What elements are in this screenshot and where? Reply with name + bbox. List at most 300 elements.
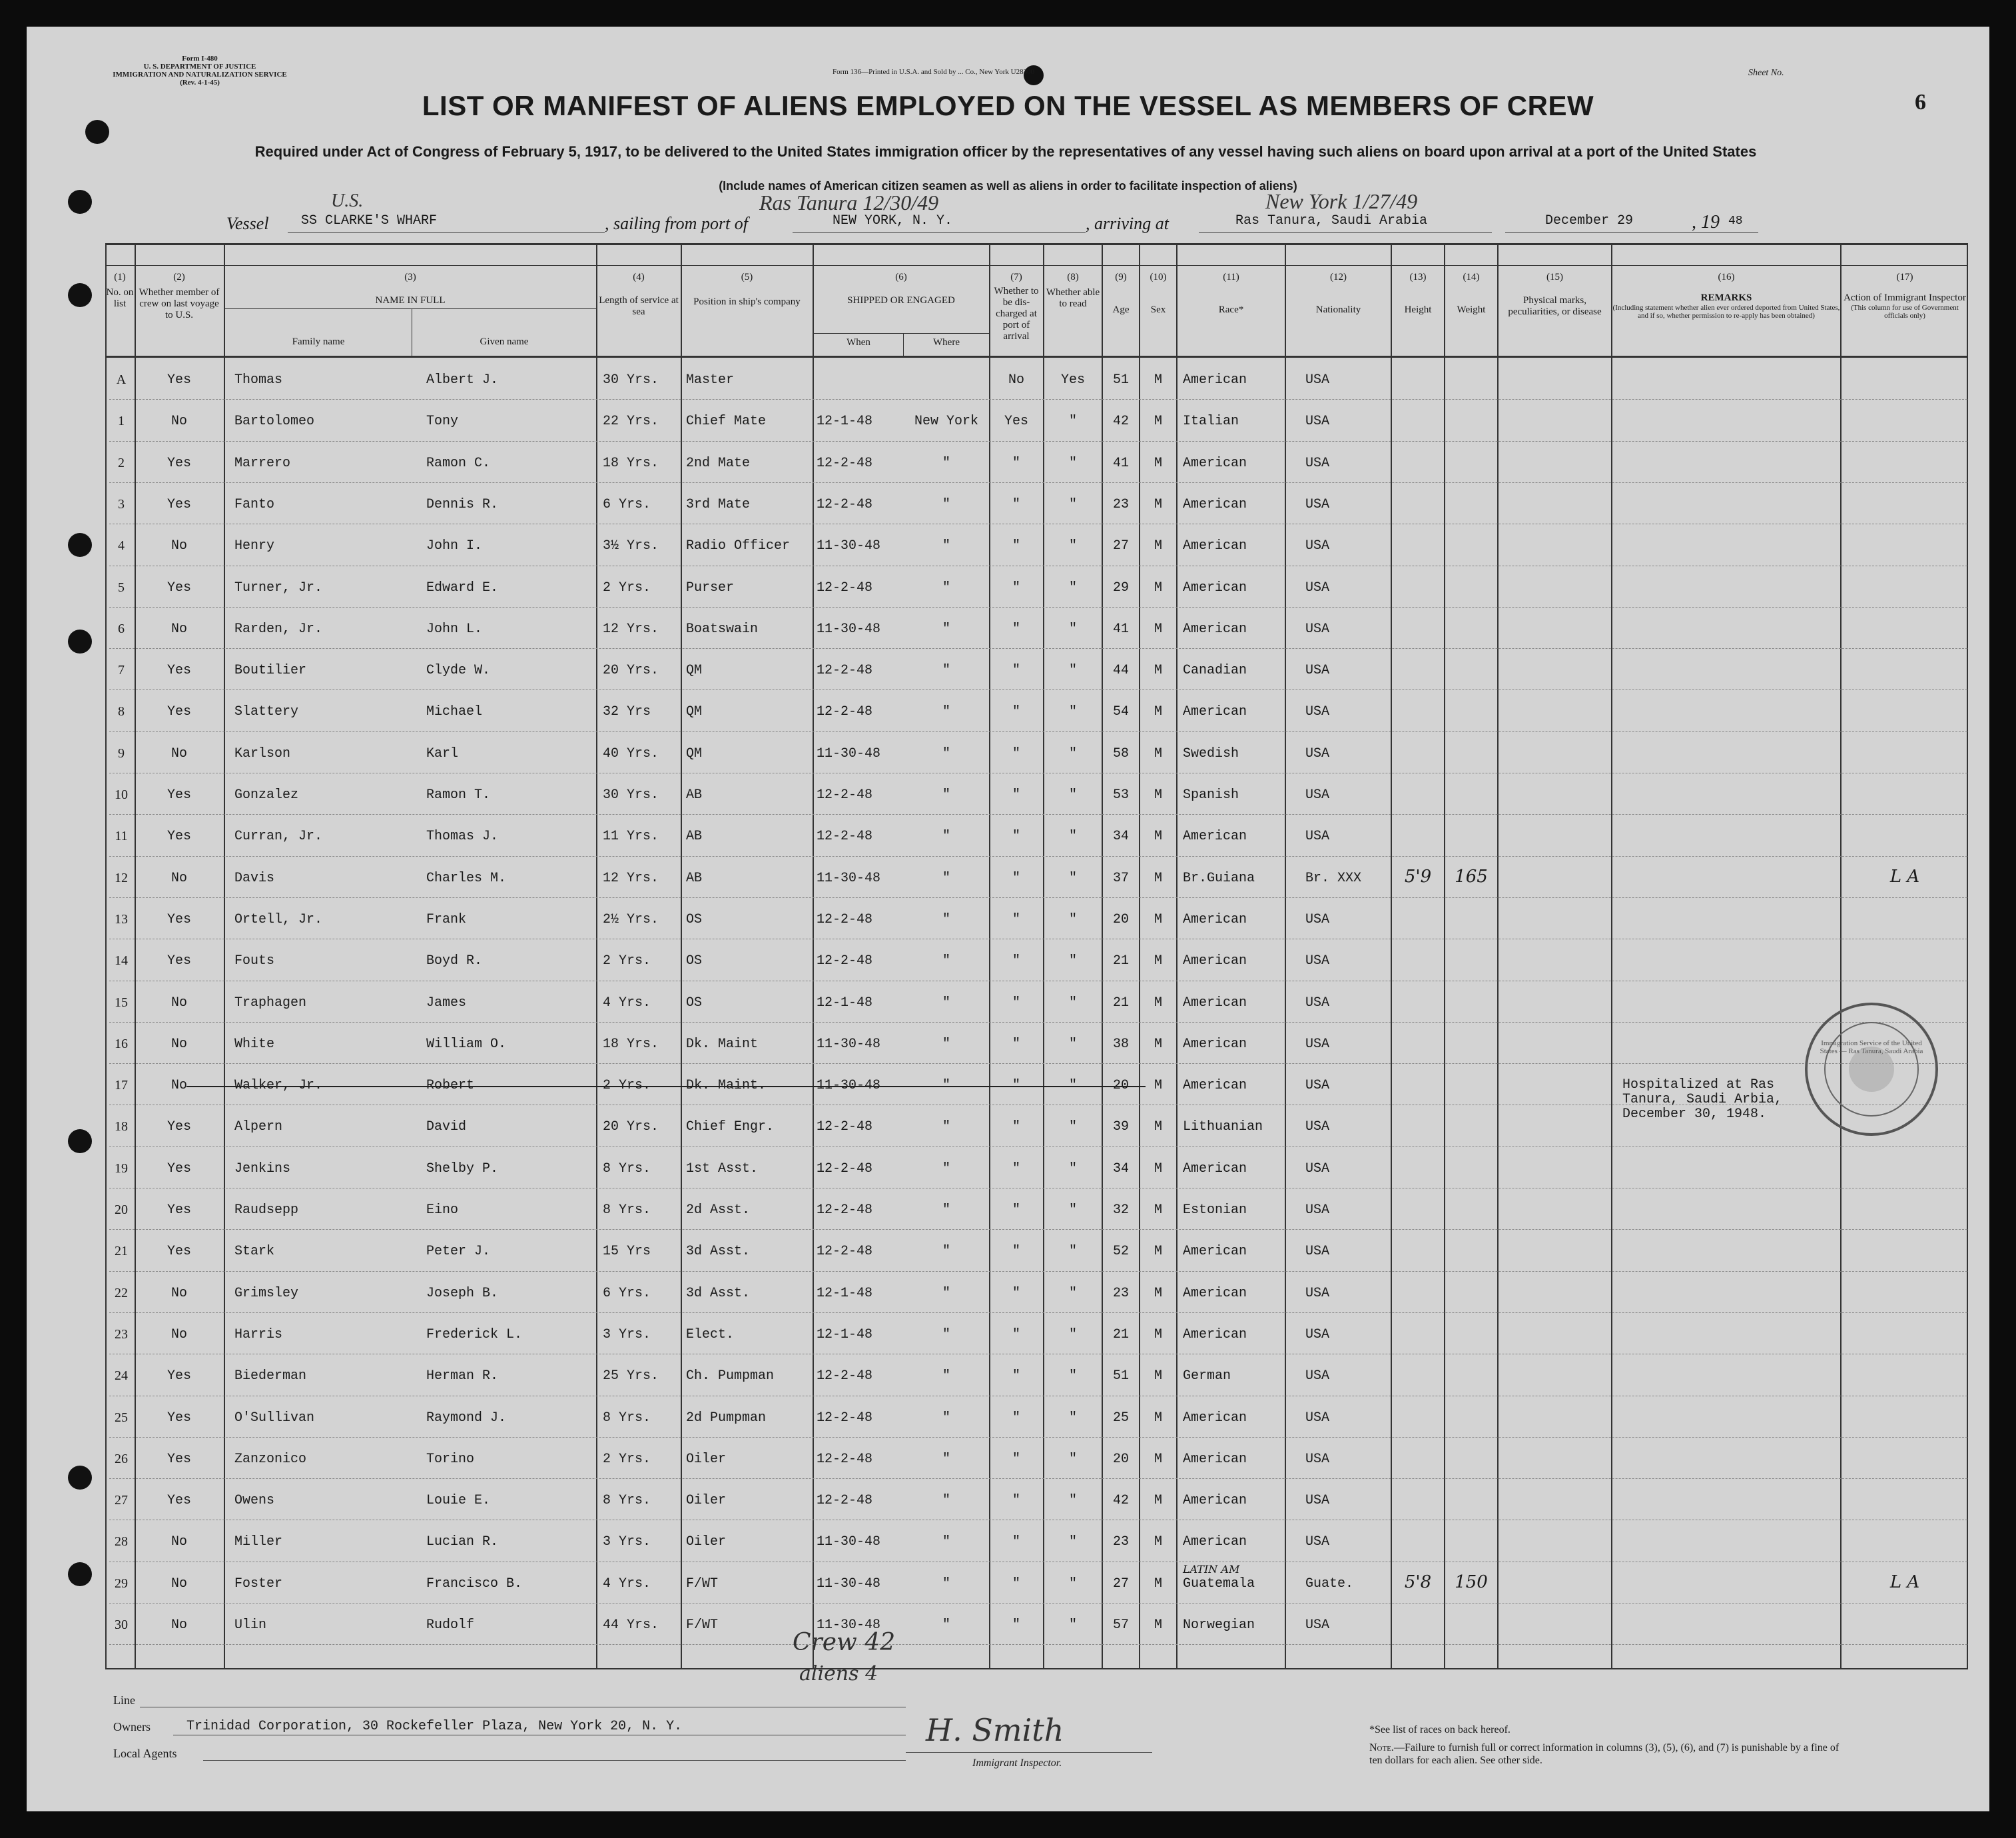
inspector-label: Immigrant Inspector. [972,1757,1062,1769]
cell-sex: M [1154,1326,1162,1342]
cell-able-to-read: " [1068,1493,1077,1509]
cell-sex: M [1154,1368,1162,1384]
cell-family-name: Rarden, Jr. [234,621,323,637]
cell-nationality: USA [1305,1285,1330,1301]
cell-discharged: " [1012,1451,1020,1467]
cell-prev-voyage: No [170,1617,187,1633]
cell-shipped-when: 12-1-48 [817,414,873,430]
cell-prev-voyage: Yes [167,911,191,927]
cell-nationality: USA [1305,1036,1330,1052]
cell-able-to-read: " [1068,911,1077,927]
cell-discharged: " [1012,1244,1020,1260]
cell-service-length: 25 Yrs. [603,1368,659,1384]
form-service: IMMIGRATION AND NATURALIZATION SERVICE [113,71,287,79]
cell-race: Swedish [1183,745,1239,761]
cell-service-length: 15 Yrs [603,1244,651,1260]
cell-discharged: " [1012,911,1020,927]
cell-position: QM [686,704,703,720]
col-header-physical: (15) Physical marks, peculiarities, or disease [1508,272,1602,317]
cell-sex: M [1154,829,1162,845]
cell-shipped-where: " [942,1119,950,1135]
cell-given-name: Raymond J. [426,1410,507,1426]
col-header-remarks: (16) REMARKS (Including statement whether alien ever ordered deported from United States, and if so, whether permission to re-apply has been obtained) [1612,272,1840,320]
cell-discharged: " [1012,745,1020,761]
cell-height: 5'9 [1404,866,1432,887]
cell-family-name: Zanzonico [234,1451,307,1467]
cell-discharged: " [1012,1410,1020,1426]
cell-prev-voyage: Yes [167,1451,191,1467]
cell-sex: M [1154,663,1162,679]
cell-age: 23 [1112,1534,1129,1550]
cell-prev-voyage: Yes [167,663,191,679]
cell-age: 44 [1112,663,1129,679]
cell-nationality: USA [1305,995,1330,1011]
cell-weight: 150 [1455,1572,1488,1592]
cell-able-to-read: " [1068,787,1077,803]
cell-race: German [1183,1368,1231,1384]
row-divider [109,1478,1967,1479]
cell-race: American [1183,1410,1247,1426]
cell-able-to-read: " [1068,1036,1077,1052]
cell-shipped-where: " [942,455,950,471]
cell-age: 21 [1112,995,1129,1011]
cell-nationality: USA [1305,1202,1330,1218]
col-divider [1840,243,1842,1669]
cell-row-number: A [116,372,127,387]
col-divider [1391,243,1392,1669]
cell-nationality: USA [1305,455,1330,471]
cell-sex: M [1154,995,1162,1011]
cell-age: 51 [1112,372,1129,388]
arrival-year: 48 [1728,215,1743,228]
cell-service-length: 12 Yrs. [603,621,659,637]
cell-age: 52 [1112,1244,1129,1260]
cell-shipped-where: " [942,580,950,596]
cell-discharged: " [1012,621,1020,637]
cell-service-length: 8 Yrs. [603,1493,651,1509]
row-divider [109,482,1967,483]
cell-sex: M [1154,1036,1162,1052]
instruction-text: (Include names of American citizen seamen as well as aliens in order to facilitate inspection of aliens) [719,179,1297,193]
cell-prev-voyage: No [170,870,187,886]
cell-discharged: " [1012,704,1020,720]
cell-shipped-when: 12-1-48 [817,1326,873,1342]
row-divider [109,1063,1967,1064]
cell-position: 2d Asst. [686,1202,751,1218]
col-header-shipped: (6) SHIPPED OR ENGAGED [847,272,955,306]
arriving-label: , arriving at [1086,214,1169,233]
cell-sex: M [1154,1078,1162,1094]
row-divider [109,1437,1967,1438]
cell-shipped-when: 12-2-48 [817,1410,873,1426]
cell-position: Ch. Pumpman [686,1368,775,1384]
cell-given-name: Clyde W. [426,663,491,679]
col-header-name: (3) NAME IN FULL [375,272,446,306]
cell-shipped-where: " [942,1078,950,1094]
cell-position: Chief Engr. [686,1119,775,1135]
cell-row-number: 18 [115,1119,128,1135]
cell-row-number: 2 [118,455,125,470]
cell-position: Elect. [686,1326,735,1342]
inspector-signature-line [906,1752,1152,1753]
cell-able-to-read: " [1068,1160,1077,1176]
cell-discharged: " [1012,580,1020,596]
cell-race: American [1183,995,1247,1011]
cell-race: American [1183,1451,1247,1467]
cell-sex: M [1154,704,1162,720]
cell-remarks: Hospitalized at Ras Tanura, Saudi Arbia, December 30, 1948. [1622,1077,1783,1123]
cell-sex: M [1154,1160,1162,1176]
cell-prev-voyage: No [170,1036,187,1052]
row-divider [109,1312,1967,1313]
cell-shipped-where: New York [914,414,978,430]
form-department: U. S. DEPARTMENT OF JUSTICE [143,63,256,71]
punch-hole-3 [68,283,92,307]
cell-shipped-when: 12-2-48 [817,663,873,679]
cell-discharged: " [1012,829,1020,845]
row-divider [109,399,1967,400]
col-header-weight: (14) Weight [1457,272,1486,315]
cell-shipped-where: " [942,663,950,679]
vessel-hand-note: U.S. [331,191,364,211]
cell-shipped-where: " [942,911,950,927]
cell-able-to-read: " [1068,580,1077,596]
cell-shipped-where: " [942,1036,950,1052]
cell-shipped-where: " [942,745,950,761]
cell-age: 23 [1112,496,1129,512]
cell-service-length: 30 Yrs. [603,372,659,388]
cell-prev-voyage: No [170,1576,187,1592]
cell-able-to-read: " [1068,538,1077,554]
cell-given-name: Herman R. [426,1368,499,1384]
cell-given-name: Louie E. [426,1493,491,1509]
header-top-rule [105,265,1968,266]
cell-nationality: USA [1305,1493,1330,1509]
cell-service-length: 3 Yrs. [603,1534,651,1550]
cell-service-length: 2 Yrs. [603,1451,651,1467]
cell-shipped-when: 11-30-48 [817,1078,881,1094]
cell-age: 42 [1112,414,1129,430]
col-header-position: (5) Position in ship's company [693,272,801,307]
footer-owners-label: Owners [113,1720,151,1733]
cell-shipped-where: " [942,995,950,1011]
cell-discharged: " [1012,1160,1020,1176]
cell-able-to-read: " [1068,1534,1077,1550]
cell-position: Dk. Maint [686,1036,759,1052]
cell-service-length: 2 Yrs. [603,580,651,596]
cell-service-length: 44 Yrs. [603,1617,659,1633]
cell-race: Lithuanian [1183,1119,1263,1135]
printer-line: Form 136—Printed in U.S.A. and Sold by ... Co., New York U28300 [833,68,1035,76]
cell-given-name: Tony [426,414,459,430]
cell-position: Dk. Maint. [686,1078,767,1094]
cell-race: American [1183,621,1247,637]
cell-age: 21 [1112,1326,1129,1342]
cell-race-note: LATIN AM [1183,1562,1240,1576]
cell-nationality: USA [1305,911,1330,927]
row-divider [109,1022,1967,1023]
year-prefix: , 19 [1692,212,1720,232]
cell-age: 41 [1112,455,1129,471]
col-header-read: (8) Whether able to read [1046,272,1100,309]
cell-row-number: 19 [115,1160,128,1176]
cell-weight: 165 [1455,866,1488,887]
cell-family-name: Karlson [234,745,291,761]
name-subrule [224,308,596,309]
cell-prev-voyage: Yes [167,1244,191,1260]
cell-able-to-read: " [1068,1244,1077,1260]
cell-service-length: 6 Yrs. [603,1285,651,1301]
cell-able-to-read: " [1068,1202,1077,1218]
cell-shipped-when: 11-30-48 [817,621,881,637]
cell-service-length: 11 Yrs. [603,829,659,845]
cell-family-name: Thomas [234,372,283,388]
cell-prev-voyage: Yes [167,372,191,388]
cell-position: 3d Asst. [686,1244,751,1260]
cell-shipped-when: 11-30-48 [817,538,881,554]
cell-shipped-where: " [942,829,950,845]
cell-age: 27 [1112,1576,1129,1592]
cell-able-to-read: " [1068,870,1077,886]
cell-service-length: 3½ Yrs. [603,538,659,554]
cell-family-name: Ulin [234,1617,267,1633]
punch-hole-5 [68,630,92,654]
page-title: LIST OR MANIFEST OF ALIENS EMPLOYED ON THE VESSEL AS MEMBERS OF CREW [422,90,1594,121]
cell-sex: M [1154,621,1162,637]
cell-shipped-when: 11-30-48 [817,1534,881,1550]
cell-given-name: Edward E. [426,580,499,596]
punch-hole-2 [68,190,92,214]
cell-service-length: 22 Yrs. [603,414,659,430]
cell-sex: M [1154,870,1162,886]
cell-discharged: " [1012,663,1020,679]
alien-tally: aliens 4 [799,1662,878,1685]
fine-note-text: —Failure to furnish full or correct information in columns (3), (5), (6), and (7) is punishable by a fine of ten dollars for each alien. See other side. [1369,1742,1840,1766]
cell-service-length: 8 Yrs. [603,1160,651,1176]
cell-prev-voyage: No [170,414,187,430]
cell-given-name: Lucian R. [426,1534,499,1550]
manifest-sheet [27,27,1989,1811]
cell-position: F/WT [686,1576,719,1592]
cell-sex: M [1154,414,1162,430]
cell-nationality: USA [1305,496,1330,512]
cell-service-length: 30 Yrs. [603,787,659,803]
cell-discharged: " [1012,1036,1020,1052]
cell-sex: M [1154,1119,1162,1135]
col-header-service: (4) Length of service at sea [599,272,679,317]
cell-age: 41 [1112,621,1129,637]
cell-given-name: Frederick L. [426,1326,523,1342]
cell-position: Boatswain [686,621,759,637]
cell-family-name: Biederman [234,1368,307,1384]
cell-discharged: " [1012,1202,1020,1218]
cell-shipped-where: " [942,1493,950,1509]
col-header-race: (11) Race* [1218,272,1244,315]
cell-position: AB [686,787,703,803]
cell-nationality: USA [1305,1119,1330,1135]
cell-prev-voyage: No [170,995,187,1011]
cell-nationality: USA [1305,1410,1330,1426]
cell-given-name: Torino [426,1451,475,1467]
fine-note-label: Note. [1369,1742,1394,1753]
cell-row-number: 4 [118,538,125,554]
cell-shipped-when: 12-2-48 [817,787,873,803]
cell-shipped-where: " [942,704,950,720]
cell-prev-voyage: Yes [167,1202,191,1218]
cell-able-to-read: " [1068,1368,1077,1384]
cell-row-number: 5 [118,580,125,595]
cell-row-number: 22 [115,1285,128,1300]
cell-prev-voyage: Yes [167,953,191,969]
cell-shipped-when: 12-2-48 [817,1202,873,1218]
cell-service-length: 40 Yrs. [603,745,659,761]
cell-shipped-when: 11-30-48 [817,1036,881,1052]
cell-position: Chief Mate [686,414,767,430]
cell-shipped-where: " [942,1160,950,1176]
cell-row-number: 30 [115,1617,128,1632]
sheet-label: Sheet No. [1748,68,1784,78]
form-id-block [93,55,306,87]
footer-agents-label: Local Agents [113,1747,177,1760]
sailing-label: , sailing from port of [605,214,749,233]
cell-race: American [1183,1493,1247,1509]
cell-shipped-where: " [942,1451,950,1467]
cell-shipped-when: 11-30-48 [817,1617,881,1633]
col-header-prev-voyage: (2) Whether member of crew on last voyage to U.S. [139,272,220,320]
cell-age: 53 [1112,787,1129,803]
cell-prev-voyage: No [170,745,187,761]
cell-given-name: Ramon T. [426,787,491,803]
cell-position: 3d Asst. [686,1285,751,1301]
cell-shipped-where: " [942,1576,950,1592]
cell-given-name: Robert [426,1078,475,1094]
cell-race: American [1183,455,1247,471]
cell-able-to-read: " [1068,1410,1077,1426]
col-divider [224,243,225,1669]
cell-prev-voyage: Yes [167,1119,191,1135]
cell-shipped-where: " [942,1368,950,1384]
punch-hole-8 [68,1562,92,1586]
cell-able-to-read: " [1068,1285,1077,1301]
cell-shipped-where: " [942,1202,950,1218]
cell-service-length: 32 Yrs [603,704,651,720]
cell-race: American [1183,1285,1247,1301]
cell-family-name: Curran, Jr. [234,829,323,845]
cell-family-name: Fanto [234,496,275,512]
cell-able-to-read: " [1068,1078,1077,1094]
cell-able-to-read: " [1068,745,1077,761]
cell-sex: M [1154,953,1162,969]
cell-position: QM [686,663,703,679]
cell-shipped-when: 11-30-48 [817,870,881,886]
cell-sex: M [1154,1202,1162,1218]
cell-row-number: 3 [118,496,125,512]
cell-shipped-when: 12-2-48 [817,704,873,720]
cell-position: F/WT [686,1617,719,1633]
cell-shipped-when: 12-2-48 [817,455,873,471]
cell-discharged: " [1012,1285,1020,1301]
row-divider [109,897,1967,898]
cell-given-name: David [426,1119,467,1135]
cell-sex: M [1154,745,1162,761]
cell-sex: M [1154,1244,1162,1260]
cell-nationality: USA [1305,745,1330,761]
cell-age: 21 [1112,953,1129,969]
cell-race: Estonian [1183,1202,1247,1218]
cell-position: OS [686,995,703,1011]
cell-given-name: Boyd R. [426,953,483,969]
cell-age: 39 [1112,1119,1129,1135]
cell-row-number: 8 [118,704,125,719]
cell-discharged: " [1012,496,1020,512]
cell-row-number: 21 [115,1244,128,1259]
cell-race: American [1183,1326,1247,1342]
cell-family-name: Davis [234,870,275,886]
cell-race: Norwegian [1183,1617,1255,1633]
cell-shipped-where: " [942,1326,950,1342]
cell-given-name: Francisco B. [426,1576,523,1592]
cell-nationality: USA [1305,580,1330,596]
cell-family-name: Foster [234,1576,283,1592]
punch-hole-6 [68,1129,92,1153]
cell-race: American [1183,372,1247,388]
cell-service-length: 20 Yrs. [603,663,659,679]
seal-stamp-text: Immigration Service of the United States — Ras Tanura, Saudi Arabia [1820,1039,1923,1055]
cell-row-number: 10 [115,787,128,802]
cell-prev-voyage: Yes [167,455,191,471]
cell-position: 3rd Mate [686,496,751,512]
cell-nationality: USA [1305,1368,1330,1384]
cell-nationality: USA [1305,1160,1330,1176]
col-divider [1444,243,1445,1669]
cell-given-name: Frank [426,911,467,927]
cell-inspector-action: L A [1889,1572,1920,1592]
col-header-when: When [846,337,870,348]
cell-position: AB [686,829,703,845]
cell-age: 29 [1112,580,1129,596]
row-divider [109,856,1967,857]
cell-service-length: 4 Yrs. [603,995,651,1011]
cell-able-to-read: " [1068,1451,1077,1467]
col-header-discharged: (7) Whether to be dis-charged at port of arrival [994,272,1039,342]
cell-age: 27 [1112,538,1129,554]
cell-sex: M [1154,787,1162,803]
cell-discharged: " [1012,538,1020,554]
cell-nationality: USA [1305,1534,1330,1550]
cell-position: Master [686,372,735,388]
cell-family-name: Traphagen [234,995,307,1011]
col-divider [1285,243,1286,1669]
col-divider [1497,243,1499,1669]
cell-race: Guatemala [1183,1576,1255,1592]
cell-shipped-where: " [942,1534,950,1550]
cell-row-number: 12 [115,870,128,885]
cell-race: American [1183,580,1247,596]
cell-shipped-where: " [942,953,950,969]
col-divider [1176,243,1177,1669]
cell-nationality: Guate. [1305,1576,1354,1592]
col-divider [1611,243,1612,1669]
footer-agents-underline [203,1760,906,1761]
cell-age: 20 [1112,911,1129,927]
cell-service-length: 3 Yrs. [603,1326,651,1342]
cell-prev-voyage: Yes [167,1493,191,1509]
cell-shipped-when: 12-2-48 [817,1160,873,1176]
cell-nationality: USA [1305,663,1330,679]
cell-shipped-when: 12-2-48 [817,953,873,969]
cell-shipped-when: 12-2-48 [817,911,873,927]
arriving-hand-note: New York 1/27/49 [1265,189,1418,213]
